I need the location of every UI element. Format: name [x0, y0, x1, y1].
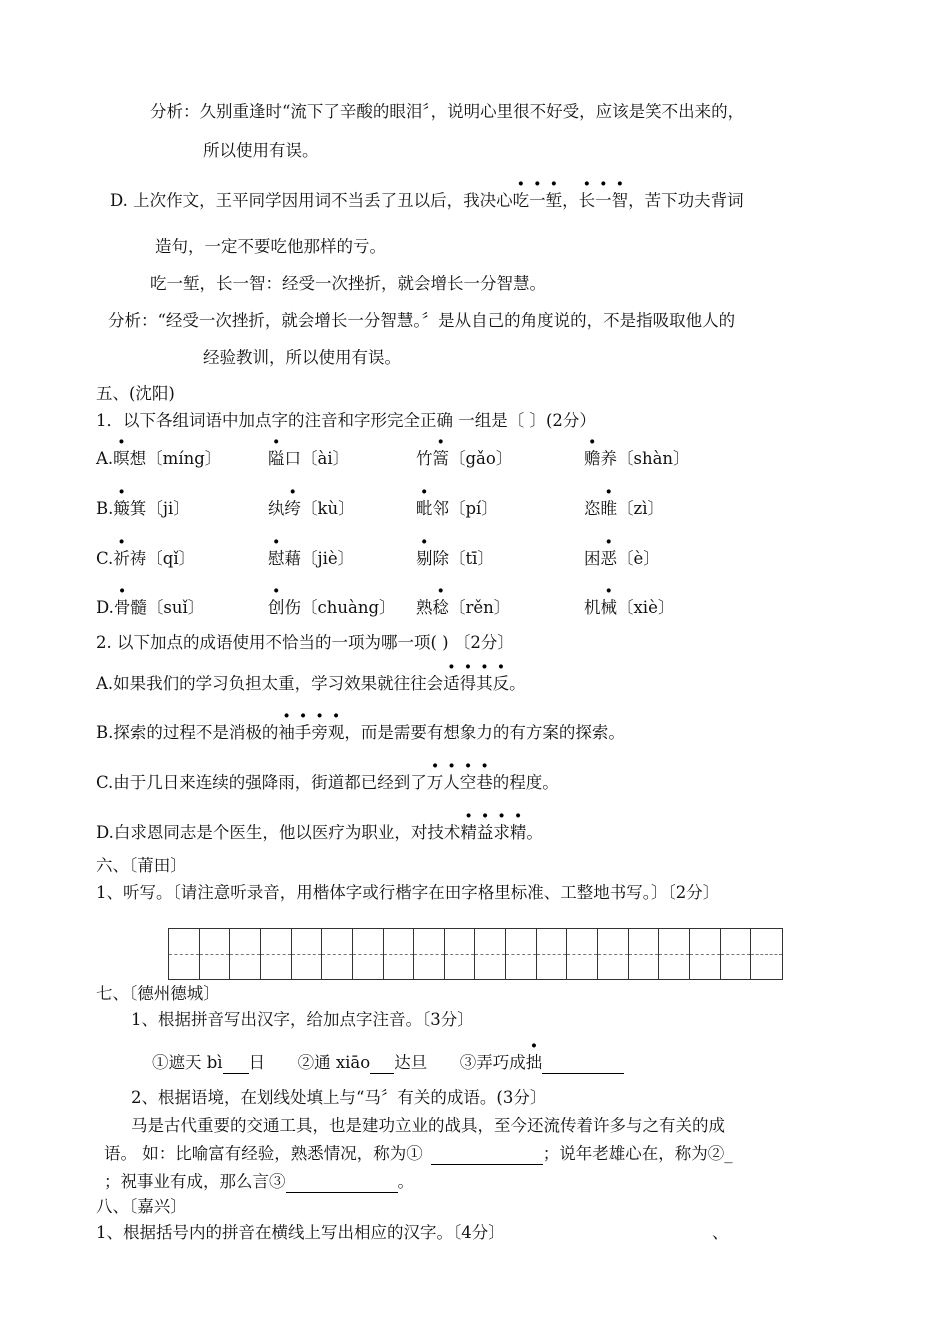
answer-blank-idiom-1[interactable]	[431, 1146, 543, 1165]
comma: ，	[562, 191, 579, 210]
answer-blank-1[interactable]	[223, 1055, 249, 1074]
dotted-char: 益	[476, 823, 494, 842]
option-prefix: D.	[96, 598, 114, 617]
analysis-c-line2: 所以使用有误。	[203, 141, 319, 160]
grid-cell[interactable]	[292, 929, 323, 979]
word-part: 困	[584, 549, 601, 568]
grid-cell[interactable]	[353, 929, 384, 979]
s8-question-1: 1、根据括号内的拼音在横线上写出相应的汉字。〔4分〕	[96, 1223, 505, 1242]
s5-option-d	[96, 822, 543, 844]
word-pinyin: 髓〔suǐ〕	[130, 598, 205, 617]
dotted-char: 反	[492, 674, 510, 693]
dotted-char: 簸	[113, 499, 130, 518]
choice-item	[416, 498, 498, 520]
choice-item	[96, 498, 190, 520]
dotted-char: 人	[443, 773, 460, 792]
grid-cell[interactable]	[567, 929, 598, 979]
grid-cell[interactable]	[721, 929, 752, 979]
dotted-char: 一	[529, 191, 546, 210]
word-pinyin: 养〔shàn〕	[600, 449, 690, 468]
option-text: ，而是需要有想象力的有方案的探索。	[344, 723, 625, 742]
dotted-char: 隘	[268, 449, 285, 468]
choice-item	[96, 548, 195, 570]
word-pinyin: 箕〔ji〕	[129, 499, 190, 518]
dotted-char: 袖	[278, 723, 295, 742]
section-7-heading: 七、〔德州德城〕	[96, 984, 220, 1003]
word-part: 竹	[416, 449, 433, 468]
dotted-char: 旁	[311, 723, 328, 742]
choice-item	[268, 597, 396, 619]
choice-item	[96, 448, 221, 470]
item-1-end: 日	[248, 1053, 266, 1072]
word-pinyin: 〔zì〕	[617, 499, 664, 518]
grid-cell[interactable]	[629, 929, 660, 979]
dotted-char: 剔	[416, 549, 433, 568]
dotted-char: 万	[426, 773, 444, 792]
word-pinyin: 除〔tī〕	[432, 549, 494, 568]
option-d-text-e: ，苦下功夫背词	[628, 191, 744, 210]
grid-cell[interactable]	[598, 929, 629, 979]
option-text: D.白求恩同志是个医生，他以医疗为职业，对技术	[96, 823, 461, 842]
word-pinyin: 邻〔pí〕	[432, 499, 498, 518]
choice-item	[268, 448, 349, 470]
dotted-idiom	[443, 674, 509, 693]
choice-item	[416, 548, 494, 570]
word-pinyin: 〔è〕	[617, 549, 660, 568]
dotted-char: 精	[460, 823, 477, 842]
s5-option-c	[96, 772, 559, 794]
option-prefix: A.	[96, 449, 114, 468]
dotted-idiom	[460, 823, 526, 842]
choice-item	[268, 548, 354, 570]
grid-cell[interactable]	[751, 929, 782, 979]
s5-option-b	[96, 722, 625, 744]
dotted-char: 其	[476, 674, 493, 693]
word-pinyin: 〔gǎo〕	[449, 449, 513, 468]
item-2: ②通 xiāo	[297, 1053, 371, 1072]
dotted-char: 拙	[525, 1053, 543, 1072]
section-6-heading: 六、〔莆田〕	[96, 856, 187, 875]
choice-item	[584, 548, 660, 570]
option-text: 。	[526, 823, 543, 842]
dotted-char: 求	[493, 823, 510, 842]
dotted-word: 吃	[512, 191, 530, 210]
option-d-text-a: D. 上次作文，王平同学因用词不当丢了丑以后，我决心	[110, 191, 513, 210]
para-text: ；祝事业有成，那么言③	[104, 1172, 286, 1191]
word-pinyin: 口〔ài〕	[284, 449, 350, 468]
dotted-char: 巷	[476, 773, 493, 792]
dotted-char: 堑	[545, 191, 563, 210]
s7-question-1: 1、根据拼音写出汉字，给加点字注音。〔3分〕	[131, 1010, 474, 1029]
analysis-d-line1: 分析：“经受一次挫折，就会增长一分智慧。〞是从自己的角度说的，不是指吸取他人的	[108, 311, 736, 330]
s7-paragraph-line1: 马是古代重要的交通工具，也是建功立业的战具，至今还流传着许多与之有关的成	[131, 1116, 725, 1135]
item-3: ③弄巧成	[459, 1053, 526, 1072]
dotted-char: 得	[459, 674, 477, 693]
s8-trailing-mark: 、	[712, 1223, 729, 1242]
grid-cell[interactable]	[322, 929, 353, 979]
grid-cell[interactable]	[537, 929, 568, 979]
dotted-char: 赡	[584, 449, 601, 468]
grid-cell[interactable]	[230, 929, 261, 979]
grid-cell[interactable]	[200, 929, 231, 979]
word-part: 纨	[268, 499, 285, 518]
option-d-sentence	[110, 190, 744, 212]
dotted-char: 创	[268, 598, 285, 617]
answer-blank-idiom-3[interactable]	[286, 1174, 398, 1193]
grid-cell[interactable]	[659, 929, 690, 979]
word-pinyin: 藉〔jiè〕	[284, 549, 355, 568]
choice-item	[584, 448, 690, 470]
choice-item	[584, 498, 664, 520]
option-prefix: B.	[96, 499, 114, 518]
word-part: 熟	[416, 598, 433, 617]
para-text: ；说年老雄心在，称为②_	[542, 1144, 733, 1163]
item-2-end: 达旦	[394, 1053, 428, 1072]
s5-question-2: 2. 以下加点的成语使用不恰当的一项为哪一项( ) 〔2分〕	[96, 633, 514, 652]
dotted-char: 手	[294, 723, 312, 742]
option-prefix: C.	[96, 549, 114, 568]
para-text: 语。 如：比喻富有经验，熟悉情况，称为①	[104, 1144, 423, 1163]
word-pinyin: 祷〔qǐ〕	[129, 549, 196, 568]
option-d-line2: 造句，一定不要吃他那样的亏。	[155, 237, 386, 256]
dotted-char: 祈	[113, 549, 130, 568]
dotted-char: 械	[600, 598, 617, 617]
s7-paragraph-line3	[104, 1171, 414, 1193]
definition: 吃一堑，长一智：经受一次挫折，就会增长一分智慧。	[150, 274, 546, 293]
option-text: A.如果我们的学习负担太重，学习效果就往往会	[96, 674, 444, 693]
option-text: B.探索的过程不是消极的	[96, 723, 279, 742]
grid-cell[interactable]	[475, 929, 506, 979]
dotted-char: 精	[509, 823, 527, 842]
word-pinyin: 伤〔chuàng〕	[284, 598, 396, 617]
grid-cell[interactable]	[690, 929, 721, 979]
dotted-char: 适	[443, 674, 460, 693]
dotted-idiom	[278, 723, 344, 742]
dotted-char: 长	[578, 191, 596, 210]
dotted-char: 慰	[268, 549, 285, 568]
dotted-idiom	[427, 773, 493, 792]
word-pinyin: 〔rěn〕	[449, 598, 511, 617]
item-1: ①遮天 bì	[152, 1053, 223, 1072]
choice-item	[416, 448, 512, 470]
dotted-char: 骨	[113, 598, 131, 617]
word-part: 机	[584, 598, 601, 617]
option-text: C.由于几日来连续的强降雨，街道都已经到了	[96, 773, 427, 792]
analysis-d-line2: 经验教训，所以使用有误。	[203, 348, 401, 367]
s7-question-2: 2、根据语境，在划线处填上与“马〞有关的成语。(3分〕	[131, 1088, 547, 1107]
grid-cell[interactable]	[445, 929, 476, 979]
dotted-char: 空	[459, 773, 477, 792]
choice-item	[96, 597, 204, 619]
s6-question-1: 1、听写。〔请注意听录音，用楷体字或行楷字在田字格里标准、工整地书写。〕〔2分〕	[96, 883, 720, 902]
choice-item	[268, 498, 355, 520]
dotted-char: 一	[595, 191, 612, 210]
dotted-char: 绔	[284, 499, 301, 518]
s5-question-1: 1．以下各组词语中加点字的注音和字形完全正确 一组是〔 〕(2分）	[96, 411, 596, 430]
word-part: 恣	[584, 499, 601, 518]
dotted-char: 恶	[600, 549, 617, 568]
option-text: 的程度。	[492, 773, 559, 792]
dotted-char: 智	[611, 191, 629, 210]
dotted-char: 稔	[432, 598, 449, 617]
dotted-char: 篙	[432, 449, 449, 468]
grid-cell[interactable]	[169, 929, 200, 979]
choice-item	[416, 597, 510, 619]
grid-cell[interactable]	[506, 929, 537, 979]
para-text: 。	[397, 1172, 414, 1191]
section-8-heading: 八、〔嘉兴〕	[96, 1197, 187, 1216]
dotted-char: 睢	[600, 499, 617, 518]
section-5-heading: 五、(沈阳)	[96, 384, 175, 403]
s7-paragraph-line2	[104, 1143, 733, 1165]
dotted-char: 毗	[416, 499, 433, 518]
s5-option-a	[96, 673, 526, 695]
grid-cell[interactable]	[261, 929, 292, 979]
word-pinyin: 〔xiè〕	[617, 598, 675, 617]
grid-cell[interactable]	[384, 929, 415, 979]
choice-item	[584, 597, 674, 619]
analysis-c-line1: 分析：久别重逢时“流下了辛酸的眼泪〞，说明心里很不好受，应该是笑不出来的，	[150, 102, 745, 121]
dotted-char: 暝	[113, 449, 130, 468]
option-text: 。	[509, 674, 526, 693]
grid-cell[interactable]	[414, 929, 445, 979]
s7-fill-row	[152, 1052, 624, 1074]
dotted-char: 观	[327, 723, 345, 742]
writing-grid[interactable]	[168, 928, 783, 980]
word-pinyin: 想〔míng〕	[129, 449, 222, 468]
word-pinyin: 〔kù〕	[301, 499, 355, 518]
answer-blank-2[interactable]	[370, 1055, 394, 1074]
answer-blank-3[interactable]	[542, 1055, 624, 1074]
